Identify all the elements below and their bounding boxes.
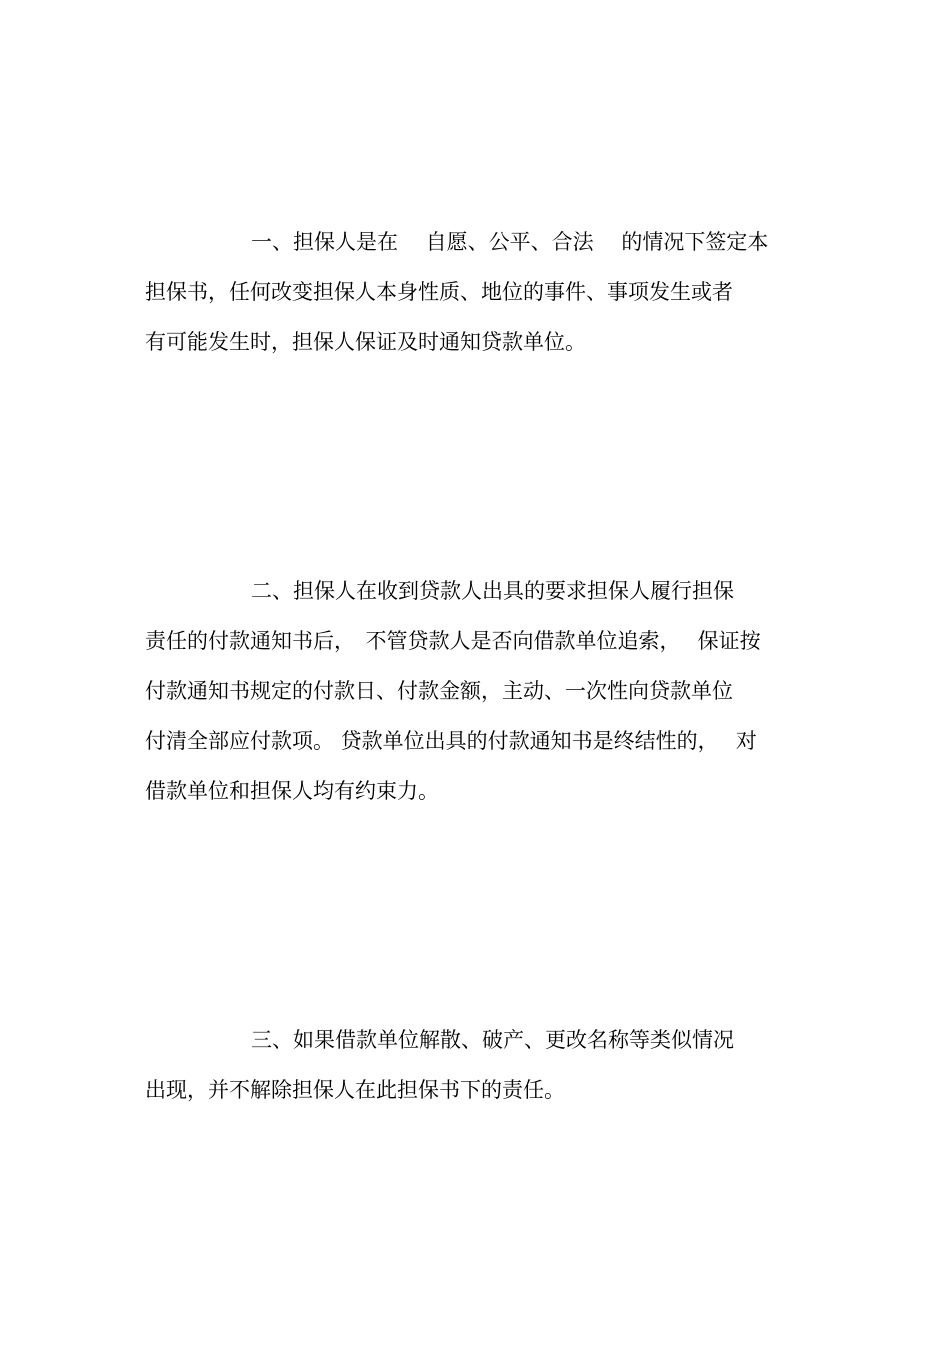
clause-2-line-1: 二、担保人在收到贷款人出具的要求担保人履行担保 [251,579,734,603]
clause-3-line-1: 三、如果借款单位解散、破产、更改名称等类似情况 [251,1028,734,1052]
clause-1-line-1: 一、担保人是在 自愿、公平、合法 的情况下签定本 [251,230,769,254]
clause-3-line-2: 出现，并不解除担保人在此担保书下的责任。 [145,1078,565,1102]
clause-2-line-5: 借款单位和担保人均有约束力。 [145,779,439,803]
clause-1-line-2: 担保书，任何改变担保人本身性质、地位的事件、事项发生或者 [145,280,733,304]
clause-2-line-2: 责任的付款通知书后， 不管贷款人是否向借款单位追索， 保证按 [145,629,761,653]
clause-2-line-4: 付清全部应付款项。 贷款单位出具的付款通知书是终结性的， 对 [145,729,757,753]
clause-1-line-3: 有可能发生时，担保人保证及时通知贷款单位。 [145,330,586,354]
clause-2-line-3: 付款通知书规定的付款日、付款金额，主动、一次性向贷款单位 [145,679,733,703]
